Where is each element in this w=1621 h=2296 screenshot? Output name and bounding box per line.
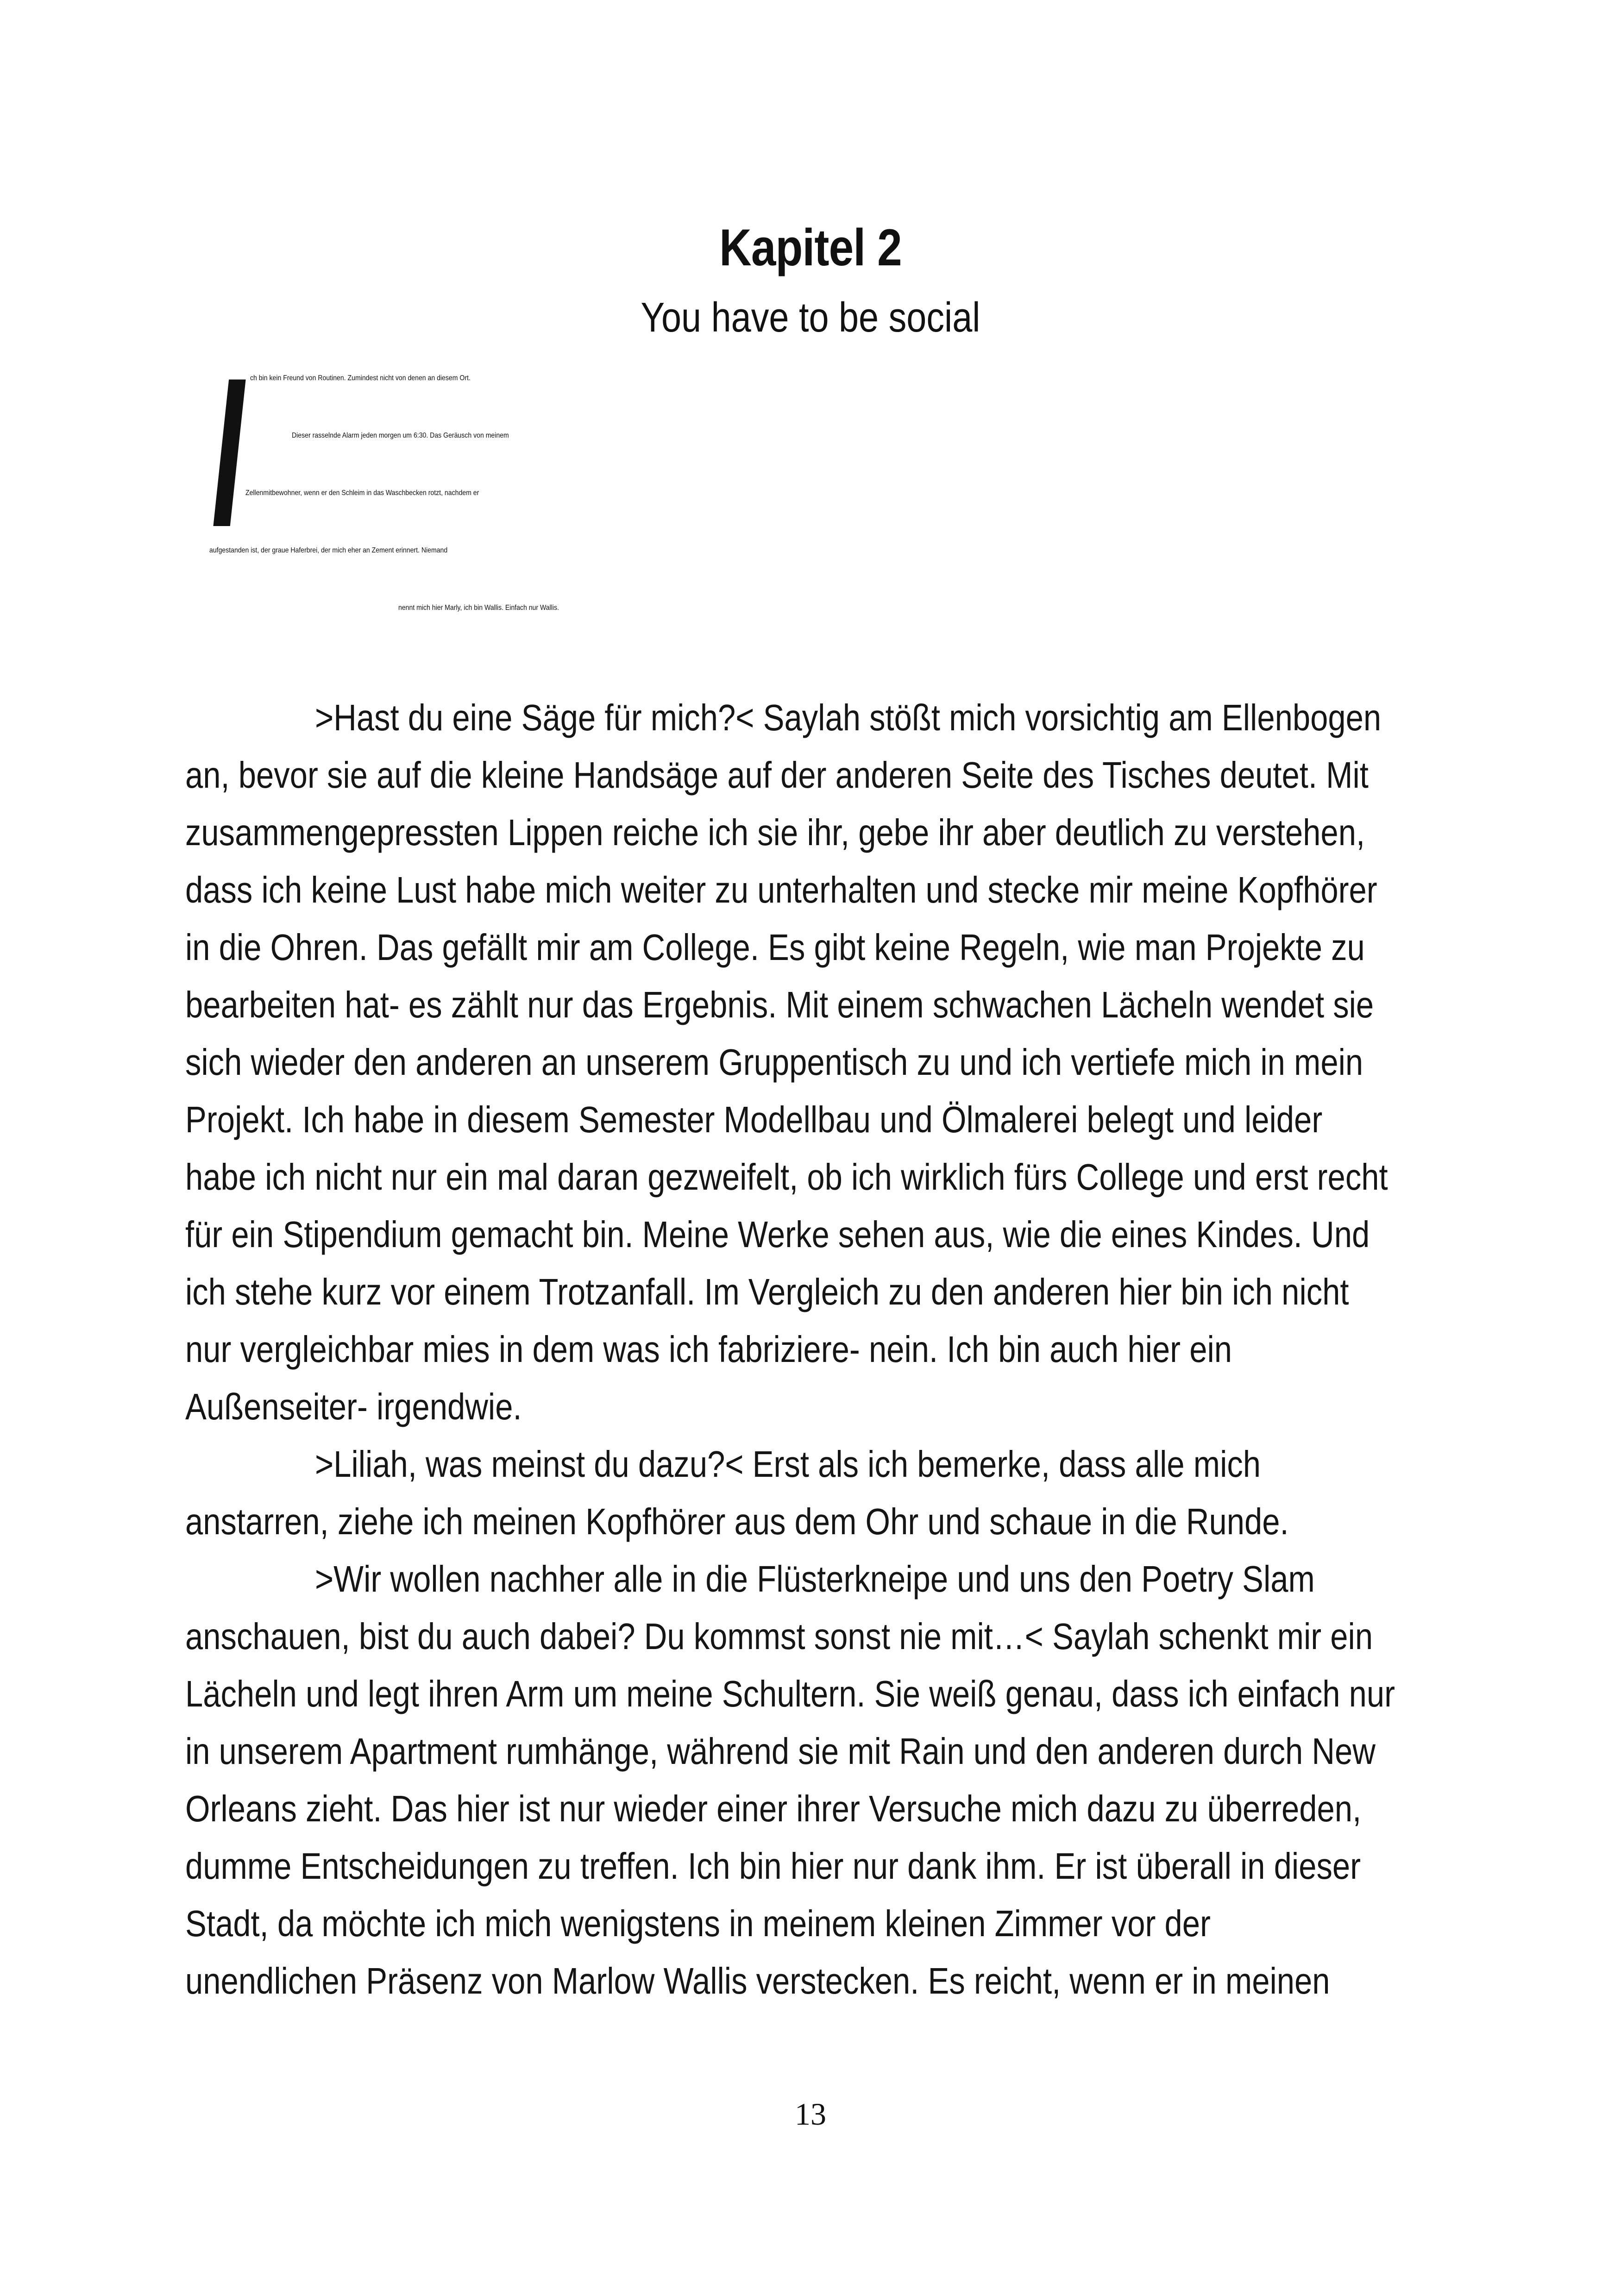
text-line: dass ich keine Lust habe mich weiter zu unterhalten und stecke mir meine Kopfhörer (185, 869, 1377, 910)
text-line: Orleans zieht. Das hier ist nur wieder einer ihrer Versuche mich dazu zu überreden, (185, 1788, 1362, 1829)
text-line: Projekt. Ich habe in diesem Semester Modellbau und Ölmalerei belegt und leider (185, 1099, 1323, 1140)
text-line: unendlichen Präsenz von Marlow Wallis verstecken. Es reicht, wenn er in meinen (185, 1960, 1330, 2001)
text-line: dumme Entscheidungen zu treffen. Ich bin hier nur dank ihm. Er ist überall in dieser (185, 1845, 1361, 1887)
text-line: bearbeiten hat- es zählt nur das Ergebnis. Mit einem schwachen Lächeln wendet sie (185, 984, 1374, 1025)
text-line: zusammengepressten Lippen reiche ich sie ihr, gebe ihr aber deutlich zu verstehen, (185, 812, 1365, 853)
text-line: ich stehe kurz vor einem Trotzanfall. Im Vergleich zu den anderen hier bin ich nicht (185, 1271, 1349, 1312)
text-line: >Hast du eine Säge für mich?< Saylah stößt mich vorsichtig am Ellenbogen (315, 697, 1382, 738)
text-line: habe ich nicht nur ein mal daran gezweifelt, ob ich wirklich fürs College und erst recht (185, 1156, 1388, 1198)
intro-line: aufgestanden ist, der graue Haferbrei, der mich eher an Zement erinnert. Niemand (209, 546, 448, 554)
intro-line: Zellenmitbewohner, wenn er den Schleim in das Waschbecken rotzt, nachdem er (245, 489, 479, 497)
drop-cap: I (211, 334, 244, 571)
text-line: anstarren, ziehe ich meinen Kopfhörer aus dem Ohr und schaue in die Runde. (185, 1501, 1289, 1542)
page-number: 13 (795, 2096, 826, 2132)
text-line: >Liliah, was meinst du dazu?< Erst als ich bemerke, dass alle mich (315, 1443, 1261, 1485)
text-line: anschauen, bist du auch dabei? Du kommst sonst nie mit…< Saylah schenkt mir ein (185, 1616, 1373, 1657)
chapter-subtitle: You have to be social (641, 295, 980, 341)
text-line: Außenseiter- irgendwie. (185, 1386, 522, 1427)
intro-line: nennt mich hier Marly, ich bin Wallis. Einfach nur Wallis. (398, 604, 559, 612)
text-line: nur vergleichbar mies in dem was ich fabriziere- nein. Ich bin auch hier ein (185, 1329, 1232, 1370)
text-line: für ein Stipendium gemacht bin. Meine Werke sehen aus, wie die eines Kindes. Und (185, 1214, 1370, 1255)
text-line: sich wieder den anderen an unserem Gruppentisch zu und ich vertiefe mich in mein (185, 1041, 1363, 1083)
text-line: >Wir wollen nachher alle in die Flüsterkneipe und uns den Poetry Slam (315, 1558, 1315, 1600)
text-line: in unserem Apartment rumhänge, während sie mit Rain und den anderen durch New (185, 1731, 1376, 1772)
chapter-title: Kapitel 2 (719, 219, 902, 276)
intro-line: ch bin kein Freund von Routinen. Zumindest nicht von denen an diesem Ort. (250, 374, 471, 382)
text-line: Stadt, da möchte ich mich wenigstens in meinem kleinen Zimmer vor der (185, 1903, 1211, 1944)
text-line: an, bevor sie auf die kleine Handsäge auf der anderen Seite des Tisches deutet. Mit (185, 754, 1369, 796)
intro-line: Dieser rasselnde Alarm jeden morgen um 6:30. Das Geräusch von meinem (292, 432, 509, 439)
text-line: Lächeln und legt ihren Arm um meine Schultern. Sie weiß genau, dass ich einfach nur (185, 1673, 1395, 1714)
text-line: in die Ohren. Das gefällt mir am College. Es gibt keine Regeln, wie man Projekte zu (185, 927, 1365, 968)
